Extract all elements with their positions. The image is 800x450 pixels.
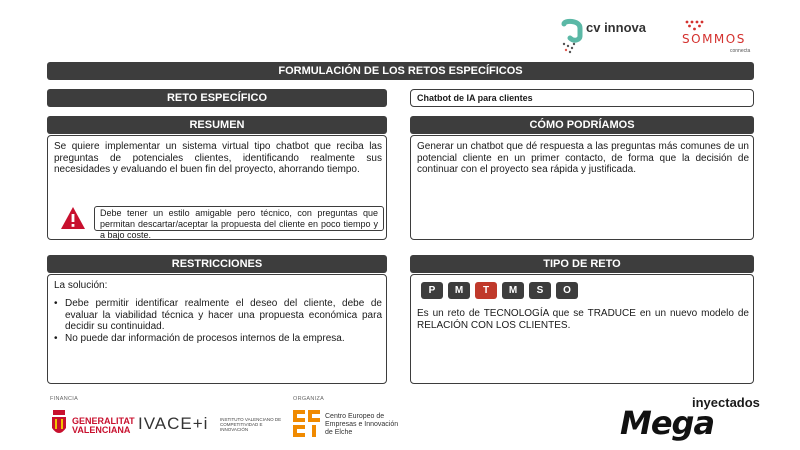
chip-p: P (421, 282, 443, 299)
list-item: • Debe permitir identificar realmente el deseo del cliente, debe de evaluar la viabilidad técnica y hacer una propuesta económica para decidir su continuidad. (54, 298, 382, 333)
como-podriamos-box (410, 135, 754, 240)
resumen-text: Se quiere implementar un sistema virtual tipo chatbot que reciba las preguntas de potenciales clientes, identificando realmente sus necesidades y evaluando el buen fin del proyecto, ahorrando tiempo. (54, 141, 382, 175)
mega-main-text: Mega (620, 404, 715, 442)
ceei-line3: de Elche (325, 429, 353, 436)
organiza-label: ORGANIZA (293, 396, 325, 402)
financia-label: FINANCIA (50, 396, 79, 402)
gva-line2: VALENCIANA (72, 425, 131, 435)
chip-m: M (448, 282, 470, 299)
como-podriamos-text: Generar un chatbot que dé respuesta a las preguntas más comunes de un potencial cliente en un primer contacto, de forma que la decisión de continuar con el proyecto sea rápida y justificada. (417, 141, 749, 175)
tipo-de-reto-box (410, 274, 754, 384)
chip-o: O (556, 282, 578, 299)
mega-top-text: inyectados (692, 395, 760, 410)
restricciones-list (54, 298, 382, 344)
warning-note: Debe tener un estilo amigable pero técnico, con preguntas que permitan descartar/aceptar la propuesta del cliente en poco tiempo y a bajo coste. (94, 206, 384, 231)
sommos-subtext: connecta (730, 48, 751, 54)
reto-especifico-header: RETO ESPECÍFICO (47, 89, 387, 107)
reto-especifico-value: Chatbot de IA para clientes (410, 89, 754, 107)
mega-inyectados-logo (620, 395, 760, 440)
gva-line1: GENERALITAT (72, 416, 135, 426)
restricciones-box (47, 274, 387, 384)
ceei-line1: Centro Europeo de (325, 413, 385, 420)
cv-innova-mark-icon (560, 18, 584, 56)
tipo-de-reto-text: Es un reto de TECNOLOGÍA que se TRADUCE en un nuevo modelo de RELACIÓN CON LOS CLIENTES. (417, 308, 749, 331)
sommos-logo (680, 20, 760, 58)
ivace-text: IVACE+i (138, 414, 209, 433)
resumen-box (47, 135, 387, 240)
cv-innova-logo (560, 18, 660, 56)
como-podriamos-header: CÓMO PODRÍAMOS (410, 116, 754, 134)
ceei-mark-icon (293, 410, 321, 438)
sommos-text: SOMMOS (682, 32, 746, 46)
restricciones-intro: La solución: (54, 280, 108, 291)
warning-triangle-icon (60, 206, 86, 230)
sommos-dots-icon (684, 20, 714, 32)
list-item: • No puede dar información de procesos internos de la empresa. (54, 333, 382, 345)
ceei-logo (293, 408, 413, 440)
gva-shield-icon (50, 410, 68, 438)
chip-m-2: M (502, 282, 524, 299)
restricciones-header: RESTRICCIONES (47, 255, 387, 273)
ceei-line2: Empresas e Innovación (325, 421, 399, 428)
cv-innova-text: cv innova (586, 20, 646, 35)
generalitat-valenciana-logo (50, 408, 135, 438)
tipo-chips (421, 282, 578, 299)
resumen-header: RESUMEN (47, 116, 387, 134)
page-title: FORMULACIÓN DE LOS RETOS ESPECÍFICOS (47, 62, 754, 80)
chip-s: S (529, 282, 551, 299)
tipo-de-reto-header: TIPO DE RETO (410, 255, 754, 273)
ivace-logo (138, 408, 288, 438)
chip-t-active: T (475, 282, 497, 299)
ivace-subtext: INSTITUTO VALENCIANO DE COMPETITIVIDAD E INNOVACIÓN (220, 417, 282, 432)
